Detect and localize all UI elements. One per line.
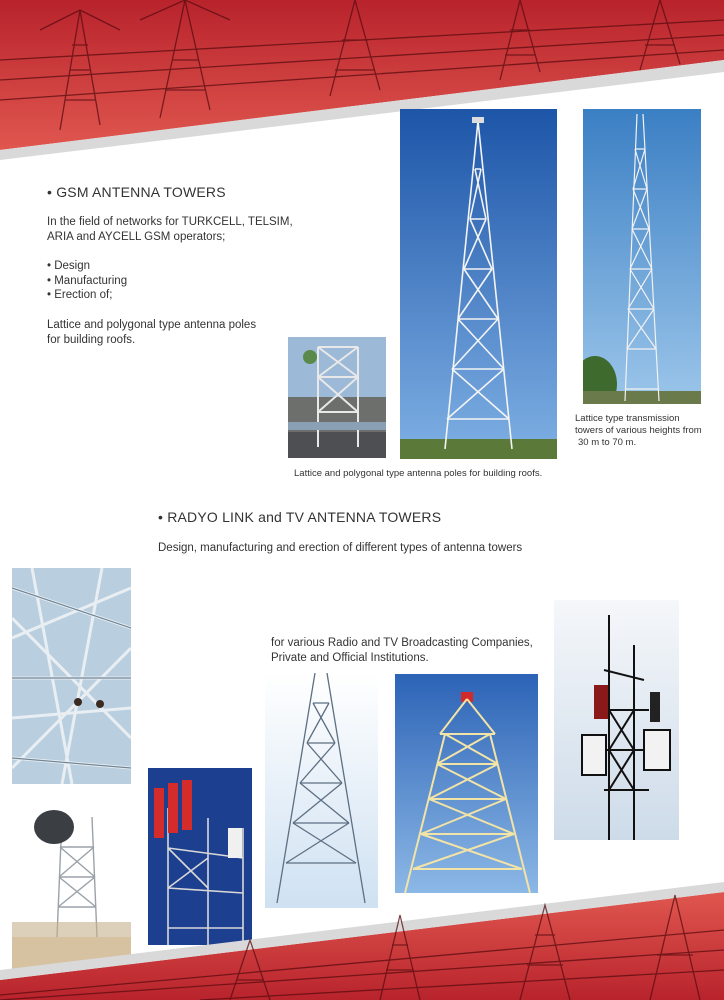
transmission-caption-line-1: Lattice type transmission: [575, 413, 680, 424]
bottom-decorative-band: [0, 840, 724, 1000]
radio-tv-clients: [271, 636, 561, 665]
transmission-caption-line-2: towers of various heights from: [575, 425, 702, 436]
gsm-bullet-list: [47, 259, 127, 303]
transmission-caption-line-3: 30 m to 70 m.: [578, 437, 637, 448]
radio-tv-intro: Design, manufacturing and erection of different types of antenna towers: [158, 542, 523, 554]
gsm-intro-line-2: ARIA and AYCELL GSM operators;: [47, 230, 226, 243]
tall-lattice-tower-photo: [400, 109, 557, 459]
gsm-bullet-erection: • Erection of;: [47, 289, 113, 301]
gsm-description: [47, 318, 287, 347]
roof-antenna-pole-photo: [288, 337, 386, 458]
gsm-bullet-manufacturing: • Manufacturing: [47, 274, 128, 287]
gsm-intro: [47, 215, 307, 244]
radio-tv-clients-line-1: for various Radio and TV Broadcasting Companies,: [271, 637, 533, 649]
roof-poles-caption: Lattice and polygonal type antenna poles for building roofs.: [294, 468, 543, 479]
gsm-description-line-2: for building roofs.: [47, 333, 136, 346]
gsm-description-line-1: Lattice and polygonal type antenna poles: [47, 319, 257, 331]
tower-closeup-workers-photo: [12, 568, 131, 784]
panel-antenna-rooftop-photo: [554, 600, 679, 840]
gsm-heading: • GSM ANTENNA TOWERS: [47, 184, 226, 200]
radio-tv-clients-line-2: Private and Official Institutions.: [271, 651, 429, 664]
transmission-tower-caption: [575, 413, 715, 449]
gsm-intro-line-1: In the field of networks for TURKCELL, TELSIM,: [47, 216, 293, 228]
gsm-bullet-design: • Design: [47, 260, 91, 272]
transmission-tower-photo: [583, 109, 701, 404]
radio-tv-heading: • RADYO LINK and TV ANTENNA TOWERS: [158, 509, 442, 525]
